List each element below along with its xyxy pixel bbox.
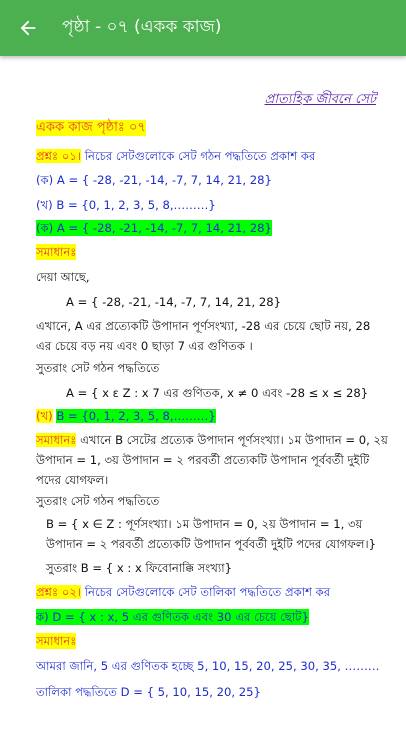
solution-b-answer: B = { x ∈ Z : পূর্ণসংখ্যা। ১ম উপাদান = 0, ২য় উপাদান = 1, ৩য় উপাদান = ২ পরবর্তী প্রত্যেকটি উপাদান পূর্ববর্তী দুইটি পদের যোগফল।}: [46, 517, 377, 551]
solution-b-method: সুতরাং সেট গঠন পদ্ধতিতে: [36, 494, 160, 508]
solution-a-method: সুতরাং সেট গঠন পদ্ধতিতে: [36, 361, 160, 375]
question-2-part-a: ক) D = { x : x, 5 এর গুণিতক এবং 30 এর চেয়ে ছোট}: [36, 610, 309, 624]
solution-a-answer: A = { x ε Z : x 7 এর গুণিতক, x ≠ 0 এবং -28 ≤ x ≤ 28}: [66, 386, 369, 400]
set-a-display: A = { -28, -21, -14, -7, 7, 14, 21, 28}: [66, 295, 282, 309]
solution-a-highlight: (ক) A = { -28, -21, -14, -7, 7, 14, 21, 28}: [36, 221, 272, 235]
question-1-label: প্রশ্নঃ ০১।: [36, 149, 82, 163]
question-1-part-b: (খ) B = {0, 1, 2, 3, 5, 8,………}: [36, 198, 216, 212]
back-button[interactable]: [0, 0, 56, 56]
solution-b-text: [36, 430, 388, 490]
part-b-prefix: (খ): [36, 409, 53, 423]
back-arrow-icon: [17, 17, 39, 39]
given-text: দেয়া আছে,: [36, 270, 90, 284]
question-2: [36, 584, 330, 600]
section-heading: একক কাজ পৃষ্ঠাঃ ০৭: [36, 120, 146, 135]
page-title: পৃষ্ঠা - ০৭ (একক কাজ): [62, 17, 222, 37]
question-2-text: নিচের সেটগুলোকে সেট তালিকা পদ্ধতিতে প্রকাশ কর: [81, 585, 331, 599]
solution-b-label: সমাধানঃ: [36, 433, 77, 447]
solution-b-explanation: এখানে B সেটের প্রত্যেক উপাদান পূর্ণসংখ্যা। ১ম উপাদান = 0, ২য় উপাদান = 1, ৩য় উপাদান = ২ পরবর্তী প্রত্যেকটি উপাদান পূর্ববর্তী দুইটি পদের যোগফল।: [36, 433, 388, 487]
solution-2-known: আমরা জানি, 5 এর গুণিতক হচ্ছে 5, 10, 15, 20, 25, 30, 35, ………: [36, 659, 380, 673]
chapter-subtitle: প্রাত্যহিক জীবনে সেট: [264, 92, 376, 107]
question-1-part-a: (ক) A = { -28, -21, -14, -7, 7, 14, 21, 28}: [36, 173, 272, 187]
question-2-label: প্রশ্নঃ ০২।: [36, 585, 82, 599]
question-1-text: নিচের সেটগুলোকে সেট গঠন পদ্ধতিতে প্রকাশ কর: [81, 149, 316, 163]
solution-2-label: সমাধানঃ: [36, 634, 77, 648]
solution-a-explanation: এখানে, A এর প্রত্যেকটি উপাদান পূর্ণসংখ্যা, -28 এর চেয়ে ছোট নয়, 28 এর চেয়ে বড় নয় এবং 0 ছাড়া 7 এর গুণিতক ।: [36, 319, 371, 353]
part-b-highlight: B = {0, 1, 2, 3, 5, 8,………}: [56, 409, 216, 423]
solution-b-answer-2: সুতরাং B = { x : x ফিবোনাক্কি সংখ্যা}: [46, 561, 233, 575]
question-1: [36, 148, 315, 164]
content-area[interactable]: [0, 56, 406, 740]
app-bar: [0, 0, 406, 56]
part-b-heading: [36, 408, 216, 424]
solution-a-label: সমাধানঃ: [36, 245, 77, 259]
solution-2-answer: তালিকা পদ্ধতিতে D = { 5, 10, 15, 20, 25}: [36, 685, 261, 699]
